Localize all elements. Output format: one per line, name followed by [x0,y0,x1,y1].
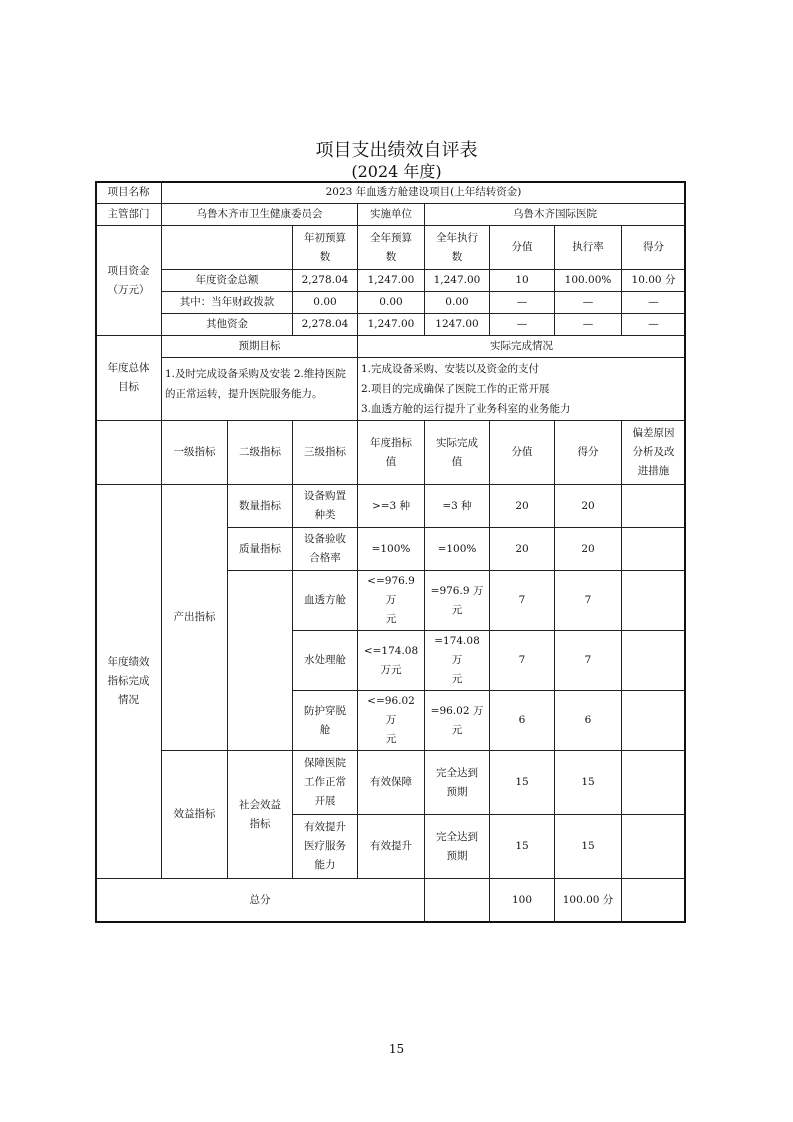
goals-label: 年度总体 目标 [96,336,162,421]
funds-header-score: 得分 [622,226,686,270]
indicator-section-label: 年度绩效 指标完成 情况 [96,485,162,879]
indicator-score: 6 [555,691,622,751]
funds-cell: 2,278.04 [293,270,358,292]
total-blank [425,879,490,923]
header-target: 年度指标 值 [358,421,425,485]
dept-value: 乌鲁木齐市卫生健康委员会 [162,204,358,226]
indicator-target: <=96.02 万 元 [358,691,425,751]
page-subtitle: (2024 年度) [351,162,442,181]
indicator-deviation [622,691,686,751]
funds-header-initial-budget: 年初预算 数 [293,226,358,270]
indicator-value: 6 [490,691,555,751]
header-level1: 一级指标 [162,421,228,485]
indicator-name: 设备验收 合格率 [293,528,358,571]
indicator-actual: 完全达到 预期 [425,751,490,815]
total-value: 100 [490,879,555,923]
header-actual: 实际完成 值 [425,421,490,485]
funds-cell: — [555,314,622,336]
indicator-value: 7 [490,631,555,691]
funds-cell: 10 [490,270,555,292]
funds-cell: — [490,292,555,314]
indicator-deviation [622,571,686,631]
funds-cell: 1247.00 [425,314,490,336]
header-score: 得分 [555,421,622,485]
header-level2: 二级指标 [228,421,293,485]
funds-cell: — [555,292,622,314]
header-score-value: 分值 [490,421,555,485]
goals-actual-line: 3.血透方舱的运行提升了业务科室的业务能力 [361,403,571,415]
indicator-score: 7 [555,631,622,691]
indicator-target: 有效提升 [358,815,425,879]
indicator-deviation [622,751,686,815]
funds-header-blank [162,226,293,270]
indicator-score: 20 [555,528,622,571]
funds-cell: 0.00 [425,292,490,314]
funds-header-value: 分值 [490,226,555,270]
indicator-target: <=174.08 万元 [358,631,425,691]
funds-cell: 100.00% [555,270,622,292]
quality-indicator-label: 质量指标 [228,528,293,571]
project-name-value: 2023 年血透方舱建设项目(上年结转资金) [162,182,686,204]
indicator-target: 有效保障 [358,751,425,815]
indicator-target: >=3 种 [358,485,425,528]
indicator-deviation [622,528,686,571]
indicator-value: 7 [490,571,555,631]
indicator-name: 设备购置 种类 [293,485,358,528]
indicator-name: 防护穿脱 舱 [293,691,358,751]
indicator-name: 保障医院 工作正常 开展 [293,751,358,815]
indicator-name: 有效提升 医疗服务 能力 [293,815,358,879]
indicator-target: <=976.9 万 元 [358,571,425,631]
indicator-deviation [622,815,686,879]
indicator-actual: 完全达到 预期 [425,815,490,879]
funds-cell: 2,278.04 [293,314,358,336]
funds-cell: — [490,314,555,336]
indicator-score: 7 [555,571,622,631]
funds-cell: — [622,292,686,314]
indicator-actual: =96.02 万 元 [425,691,490,751]
indicator-name: 血透方舱 [293,571,358,631]
benefit-indicator-label: 效益指标 [162,751,228,879]
quantity-indicator-label: 数量指标 [228,485,293,528]
funds-header-annual-budget: 全年预算 数 [358,226,425,270]
indicator-actual: =100% [425,528,490,571]
funds-cell: 1,247.00 [358,314,425,336]
indicator-header-blank [96,421,162,485]
funds-row-name: 其他资金 [162,314,293,336]
goals-actual-header: 实际完成情况 [358,336,686,358]
evaluation-table [95,181,686,923]
page-title: 项目支出绩效自评表 [315,140,478,161]
indicator-score: 15 [555,751,622,815]
goals-actual-text [358,358,686,421]
funds-cell: 0.00 [293,292,358,314]
funds-cell: — [622,314,686,336]
indicator-actual: =3 种 [425,485,490,528]
indicator-score: 15 [555,815,622,879]
page-number: 15 [388,1042,405,1056]
unit-value: 乌鲁木齐国际医院 [425,204,686,226]
project-name-label: 项目名称 [96,182,162,204]
goals-expected-header: 预期目标 [162,336,358,358]
indicator-value: 15 [490,751,555,815]
funds-header-rate: 执行率 [555,226,622,270]
header-deviation: 偏差原因 分析及改 进措施 [622,421,686,485]
indicator-actual: =174.08 万 元 [425,631,490,691]
funds-label: 项目资金 （万元） [96,226,162,336]
indicator-value: 15 [490,815,555,879]
funds-cell: 1,247.00 [425,270,490,292]
indicator-actual: =976.9 万 元 [425,571,490,631]
total-score: 100.00 分 [555,879,622,923]
output-indicator-label: 产出指标 [162,485,228,751]
goals-expected-text: 1.及时完成设备采购及安装 2.维持医院的正常运转，提升医院服务能力。 [162,358,358,421]
funds-cell: 0.00 [358,292,425,314]
funds-row-name: 年度资金总额 [162,270,293,292]
indicator-score: 20 [555,485,622,528]
cost-indicator-label [228,571,293,751]
indicator-value: 20 [490,485,555,528]
indicator-name: 水处理舱 [293,631,358,691]
social-indicator-label: 社会效益 指标 [228,751,293,879]
dept-label: 主管部门 [96,204,162,226]
unit-label: 实施单位 [358,204,425,226]
indicator-deviation [622,485,686,528]
indicator-target: =100% [358,528,425,571]
funds-header-executed: 全年执行 数 [425,226,490,270]
indicator-value: 20 [490,528,555,571]
total-label: 总分 [96,879,425,923]
goals-actual-line: 1.完成设备采购、安装以及资金的支付 [361,363,540,375]
total-deviation [622,879,686,923]
header-level3: 三级指标 [293,421,358,485]
funds-cell: 1,247.00 [358,270,425,292]
funds-cell: 10.00 分 [622,270,686,292]
funds-row-name: 其中：当年财政拨款 [162,292,293,314]
indicator-deviation [622,631,686,691]
goals-actual-line: 2.项目的完成确保了医院工作的正常开展 [361,383,550,395]
